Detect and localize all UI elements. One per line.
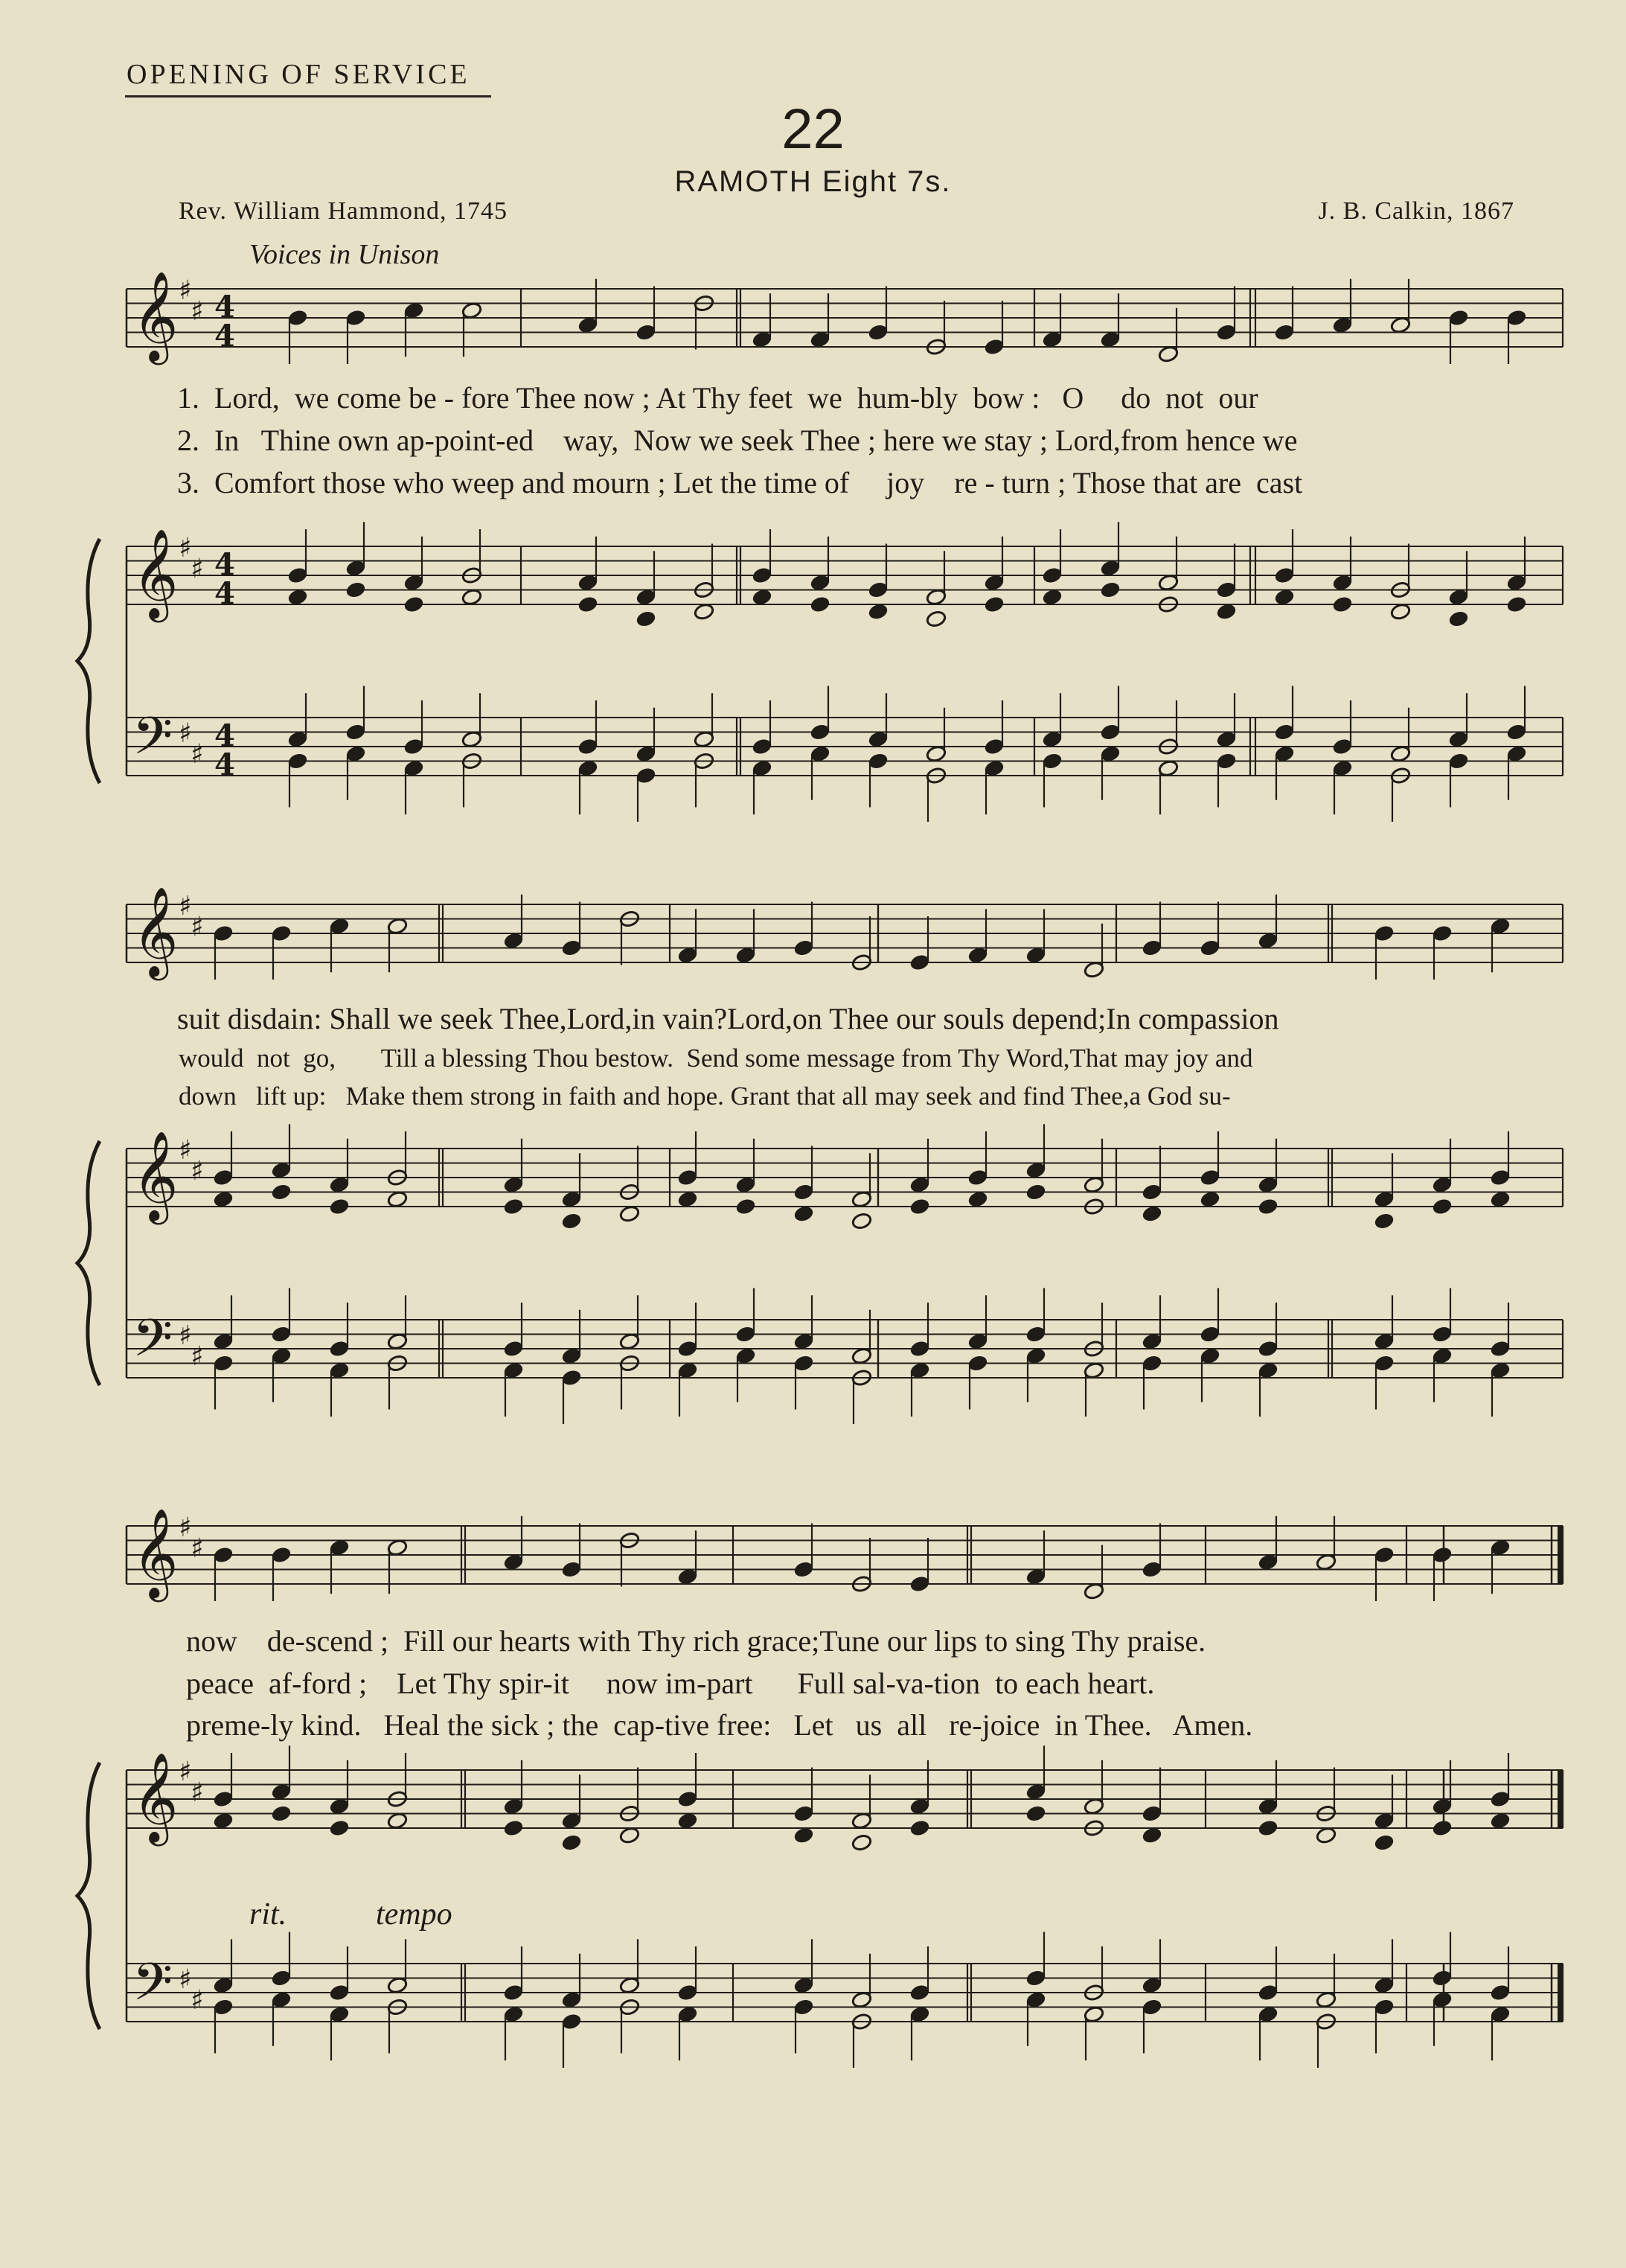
system3-treble-note <box>561 1833 582 1851</box>
section-title: OPENING OF SERVICE <box>127 59 470 90</box>
system3-treble-note <box>1142 1827 1162 1844</box>
system1-melody-time-signature: 4 <box>214 290 235 325</box>
voices-in-unison-direction: Voices in Unison <box>249 239 440 270</box>
system2-treble-note <box>793 1205 814 1223</box>
system1-treble-note <box>1448 610 1469 627</box>
system1-treble-time-signature: 4 <box>214 547 235 582</box>
system1-treble-note <box>868 603 889 621</box>
system2-treble-note <box>213 1190 234 1208</box>
system1-treble-note <box>752 588 772 606</box>
system3-treble-note <box>1374 1833 1395 1851</box>
system1-treble-note <box>1100 581 1121 598</box>
system1-treble-note <box>1274 588 1295 606</box>
rit-direction: rit. <box>249 1897 287 1932</box>
system3-treble-note <box>1316 1827 1337 1844</box>
system1-treble-key-signature: ♯ <box>191 554 204 584</box>
system2-treble-note <box>387 1190 408 1208</box>
system2-treble-note <box>561 1212 582 1230</box>
system1-treble-note <box>1042 588 1063 606</box>
system1-treble-note <box>403 595 424 613</box>
system3-treble-note <box>909 1819 930 1837</box>
system2-treble-note <box>967 1190 988 1208</box>
system1-treble-key-signature: ♯ <box>179 533 192 563</box>
system1-treble-note <box>810 595 830 613</box>
system2-treble-note <box>909 1198 930 1216</box>
system3-bass-key-signature: ♯ <box>191 1985 204 2016</box>
system3-bass-key-signature: ♯ <box>179 1964 192 1995</box>
system2-treble-note <box>851 1212 872 1230</box>
system1-piano-treble-clef: 𝄞 <box>132 528 179 619</box>
system2-treble-key-signature: ♯ <box>191 1156 204 1186</box>
system3-melody-key-signature: ♯ <box>179 1512 192 1543</box>
lyric-line-s3-v2: peace af-ford ; Let Thy spir-it now im-part Full sal-va-tion to each heart. <box>186 1667 1155 1700</box>
system3-treble-key-signature: ♯ <box>191 1777 204 1808</box>
system3-treble-note <box>851 1833 872 1851</box>
system2-treble-note <box>1200 1190 1220 1208</box>
system2-treble-note <box>619 1205 640 1223</box>
system3-treble-note <box>1490 1812 1511 1830</box>
system1-treble-note <box>636 610 656 627</box>
system2-treble-note <box>1258 1198 1278 1216</box>
system3-treble-note <box>329 1819 350 1837</box>
composer-credit: J. B. Calkin, 1867 <box>1318 197 1514 225</box>
system2-treble-note <box>1490 1190 1511 1208</box>
system3-piano-treble-clef: 𝄞 <box>132 1751 179 1842</box>
system1-melody-time-signature: 4 <box>214 319 235 354</box>
system1-bass-time-signature: 4 <box>214 747 235 782</box>
system2-piano-treble-clef: 𝄞 <box>132 1130 179 1221</box>
system2-treble-note <box>677 1190 698 1208</box>
system1-bass-key-signature: ♯ <box>191 739 204 770</box>
system3-treble-note <box>213 1812 234 1830</box>
lyric-line-s2-v3: down lift up: Make them strong in faith and hope. Grant that all may seek and find Thee,a God su- <box>179 1082 1231 1111</box>
system1-treble-note <box>1332 595 1353 613</box>
system1-bass-time-signature: 4 <box>214 718 235 753</box>
lyric-line-s1-v1: 1. Lord, we come be - fore Thee now ; At Thy feet we hum-bly bow : O do not our <box>177 381 1258 415</box>
system2-treble-note <box>1432 1198 1453 1216</box>
system1-treble-note <box>461 588 482 606</box>
system1-melody-key-signature: ♯ <box>191 296 204 327</box>
system1-bass-key-signature: ♯ <box>179 718 192 749</box>
system3-treble-note <box>271 1804 292 1822</box>
system3-melody-key-signature: ♯ <box>191 1533 204 1564</box>
tune-name-meter: RAMOTH Eight 7s. <box>674 165 952 198</box>
system2-bass-clef: 𝄢 <box>132 1308 173 1381</box>
system2-treble-note <box>1142 1205 1162 1223</box>
system1-treble-note <box>1390 603 1411 621</box>
brace <box>77 1141 100 1385</box>
system3-treble-note <box>503 1819 524 1837</box>
system1-bass-clef: 𝄢 <box>132 706 173 779</box>
system2-bass-key-signature: ♯ <box>179 1320 192 1351</box>
system2-treble-note <box>735 1198 756 1216</box>
system2-treble-note <box>271 1183 292 1201</box>
system2-melody-key-signature: ♯ <box>179 891 192 921</box>
system3-treble-note <box>677 1812 698 1830</box>
system1-treble-note <box>926 610 947 627</box>
lyric-line-s3-v1: now de-scend ; Fill our hearts with Thy rich grace;Tune our lips to sing Thy praise. <box>186 1624 1206 1658</box>
tempo-direction: tempo <box>376 1897 452 1932</box>
author-credit: Rev. William Hammond, 1745 <box>179 197 508 225</box>
lyric-line-s3-v3: preme-ly kind. Heal the sick ; the cap-tive free: Let us all re-joice in Thee. Amen. <box>186 1708 1253 1742</box>
system3-treble-note <box>1025 1804 1046 1822</box>
brace <box>77 539 100 783</box>
lyric-line-s1-v2: 2. In Thine own ap-point-ed way, Now we seek Thee ; here we stay ; Lord,from hence we <box>177 424 1298 457</box>
system2-bass-key-signature: ♯ <box>191 1341 204 1372</box>
system2-melody-treble-clef: 𝄞 <box>132 886 179 977</box>
system3-bass-clef: 𝄢 <box>132 1952 173 2025</box>
lyric-line-s1-v3: 3. Comfort those who weep and mourn ; Let the time of joy re - turn ; Those that are cast <box>177 466 1303 499</box>
system1-treble-note <box>1216 603 1237 621</box>
system2-treble-note <box>1025 1183 1046 1201</box>
system1-treble-time-signature: 4 <box>214 576 235 611</box>
system3-treble-note <box>387 1812 408 1830</box>
brace <box>77 1763 100 2029</box>
system1-treble-note <box>1506 595 1527 613</box>
system1-melody-treble-clef: 𝄞 <box>132 270 179 361</box>
lyric-line-s2-v2: would not go, Till a blessing Thou bestow. Send some message from Thy Word,That may joy and <box>179 1044 1253 1073</box>
system3-treble-note <box>793 1827 814 1844</box>
system3-melody-treble-clef: 𝄞 <box>132 1507 179 1598</box>
system3-treble-note <box>1432 1819 1453 1837</box>
hymn-number: 22 <box>781 98 845 161</box>
system2-treble-note <box>329 1198 350 1216</box>
system3-treble-key-signature: ♯ <box>179 1757 192 1787</box>
system3-treble-note <box>619 1827 640 1844</box>
system2-treble-note <box>503 1198 524 1216</box>
system2-treble-note <box>1374 1212 1395 1230</box>
system1-treble-note <box>577 595 598 613</box>
system2-melody-key-signature: ♯ <box>191 912 204 942</box>
system1-melody-key-signature: ♯ <box>179 275 192 306</box>
system1-treble-note <box>694 603 714 621</box>
system2-treble-key-signature: ♯ <box>179 1135 192 1166</box>
lyric-line-s2-v1: suit disdain: Shall we seek Thee,Lord,in vain?Lord,on Thee our souls depend;In compassion <box>177 1002 1279 1035</box>
system1-treble-note <box>345 581 366 598</box>
system3-treble-note <box>1258 1819 1278 1837</box>
system1-treble-note <box>287 588 308 606</box>
system1-treble-note <box>984 595 1005 613</box>
